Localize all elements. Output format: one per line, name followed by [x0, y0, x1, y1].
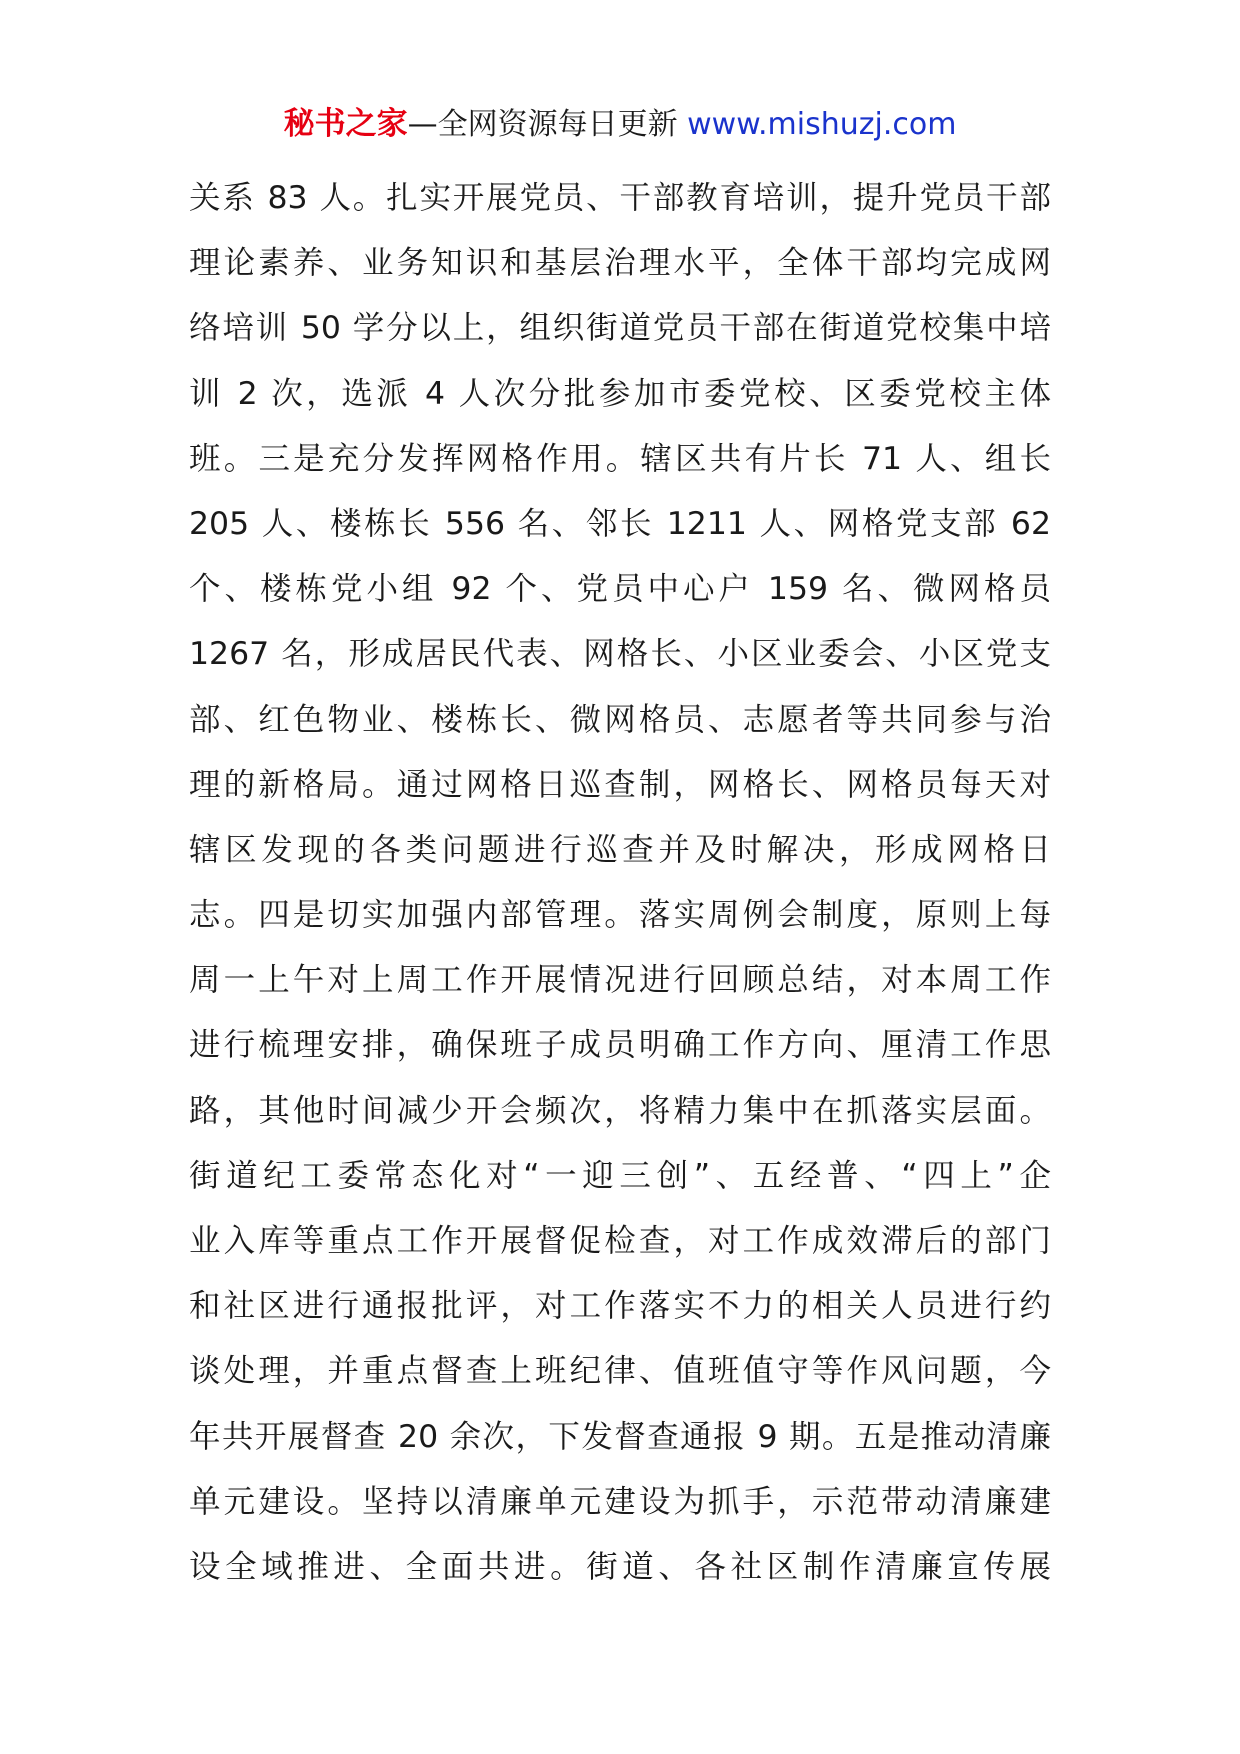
text-line: 辖区发现的各类问题进行巡查并及时解决，形成网格日	[189, 831, 1051, 868]
text-line: 周一上午对上周工作开展情况进行回顾总结，对本周工作	[189, 962, 1051, 999]
text-line: 训 2 次，选派 4 人次分批参加市委党校、区委党校主体	[189, 375, 1051, 412]
text-line: 1267 名，形成居民代表、网格长、小区业委会、小区党支	[189, 636, 1051, 673]
text-line: 个、楼栋党小组 92 个、党员中心户 159 名、微网格员	[189, 571, 1051, 608]
text-line: 关系 83 人。扎实开展党员、干部教育培训，提升党员干部	[189, 180, 1051, 216]
text-line: 进行梳理安排，确保班子成员明确工作方向、厘清工作思	[189, 1027, 1051, 1064]
header-slogan: —全网资源每日更新	[407, 107, 678, 142]
brand-name: 秘书之家	[283, 106, 408, 142]
text-line: 谈处理，并重点督查上班纪律、值班值守等作风问题，今	[189, 1353, 1051, 1390]
text-line: 班。三是充分发挥网格作用。辖区共有片长 71 人、组长	[189, 440, 1051, 477]
text-line: 单元建设。坚持以清廉单元建设为抓手，示范带动清廉建	[189, 1483, 1051, 1520]
text-line: 年共开展督查 20 余次，下发督查通报 9 期。五是推动清廉	[189, 1418, 1051, 1455]
document-body	[189, 166, 1051, 1600]
text-line: 和社区进行通报批评，对工作落实不力的相关人员进行约	[189, 1288, 1051, 1325]
text-line: 路，其他时间减少开会频次，将精力集中在抓落实层面。	[189, 1092, 1051, 1129]
text-line: 街道纪工委常态化对“一迎三创”、五经普、“四上”企	[189, 1157, 1051, 1194]
text-line: 部、红色物业、楼栋长、微网格员、志愿者等共同参与治	[189, 701, 1051, 738]
website-url[interactable]: www.mishuzj.com	[687, 107, 957, 142]
text-line: 设全域推进、全面共进。街道、各社区制作清廉宣传展	[189, 1548, 1051, 1585]
text-line: 业入库等重点工作开展督促检查，对工作成效滞后的部门	[189, 1223, 1051, 1259]
text-line: 205 人、楼栋长 556 名、邻长 1211 人、网格党支部 62	[189, 505, 1051, 542]
page-header	[0, 104, 1240, 145]
text-line: 理的新格局。通过网格日巡查制，网格长、网格员每天对	[189, 766, 1051, 803]
text-line: 志。四是切实加强内部管理。落实周例会制度，原则上每	[189, 897, 1051, 934]
text-line: 络培训 50 学分以上，组织街道党员干部在街道党校集中培	[189, 310, 1051, 347]
text-line: 理论素养、业务知识和基层治理水平，全体干部均完成网	[189, 245, 1051, 282]
